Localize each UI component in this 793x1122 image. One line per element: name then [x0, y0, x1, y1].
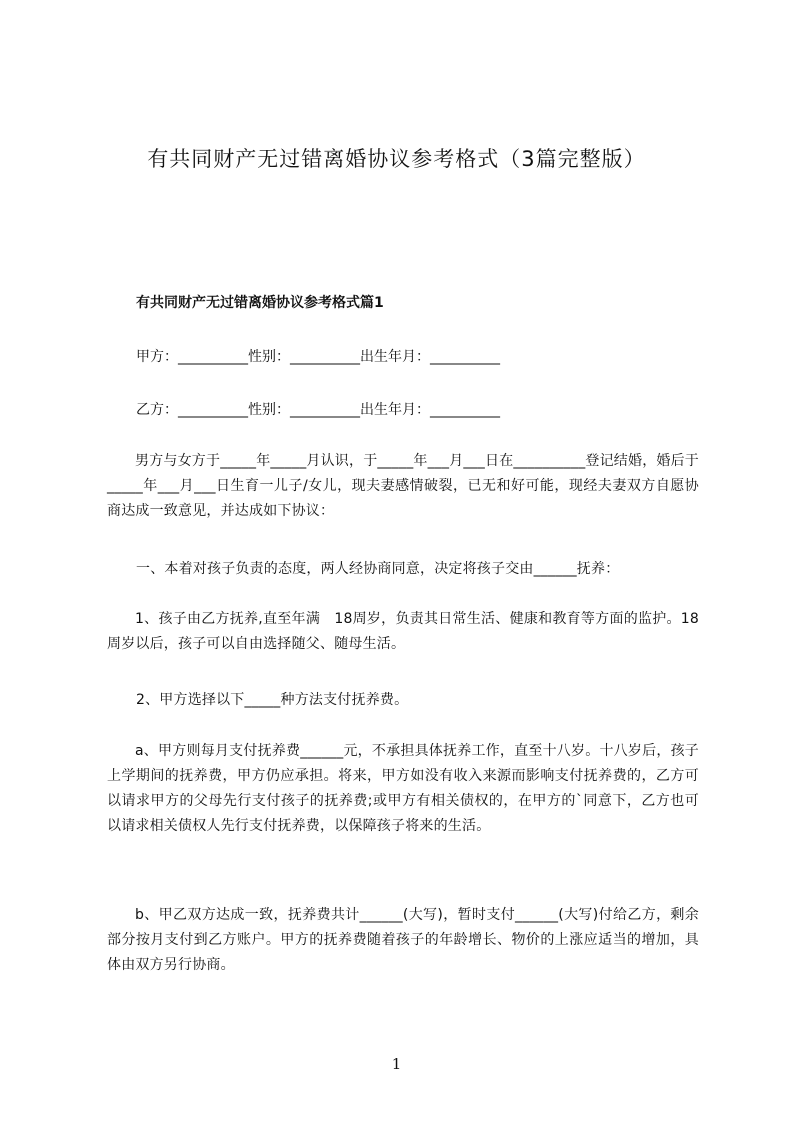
paragraph-item-a: a、甲方则每月支付抚养费______元，不承担具体抚养工作，直至十八岁。十八岁后，孩子上学期间的抚养费，甲方仍应承担。将来，甲方如没有收入来源而影响支付抚养费的，乙方可以请求甲方的父母先行支付孩子的抚养费;或甲方有相关债权的，在甲方的`同意下，乙方也可以请求相关债权人先行支付抚养费，以保障孩子将来的生活。 — [107, 743, 699, 834]
page-number: 1 — [391, 1055, 402, 1073]
document-title: 有共同财产无过错离婚协议参考格式（3篇完整版） — [147, 147, 646, 171]
paragraph-intro: 男方与女方于_____年_____月认识，于_____年___月___日在__________登记结婚，婚后于_____年___月___日生育一儿子/女儿，现夫妻感情破裂，已无和好可能，现经夫妻双方自愿协商达成一致意见，并达成如下协议： — [107, 453, 699, 519]
paragraph-item-b: b、甲乙双方达成一致，抚养费共计______(大写)，暂时支付______(大写)付给乙方，剩余部分按月支付到乙方账户。甲方的抚养费随着孩子的年龄增长、物价的上涨应适当的增加，具体由双方另行协商。 — [107, 907, 699, 973]
paragraph-item-1: 1、孩子由乙方抚养,直至年满 18周岁，负责其日常生活、健康和教育等方面的监护。18周岁以后，孩子可以自由选择随父、随母生活。 — [107, 611, 699, 652]
section-title: 有共同财产无过错离婚协议参考格式篇1 — [136, 295, 384, 311]
party-b-line: 乙方：__________性别：__________出生年月：__________ — [136, 402, 500, 418]
paragraph-item-2: 2、甲方选择以下_____种方法支付抚养费。 — [136, 692, 409, 708]
party-a-line: 甲方：__________性别：__________出生年月：__________ — [136, 349, 500, 365]
paragraph-clause-1: 一、本着对孩子负责的态度，两人经协商同意，决定将孩子交由______抚养： — [136, 561, 620, 577]
